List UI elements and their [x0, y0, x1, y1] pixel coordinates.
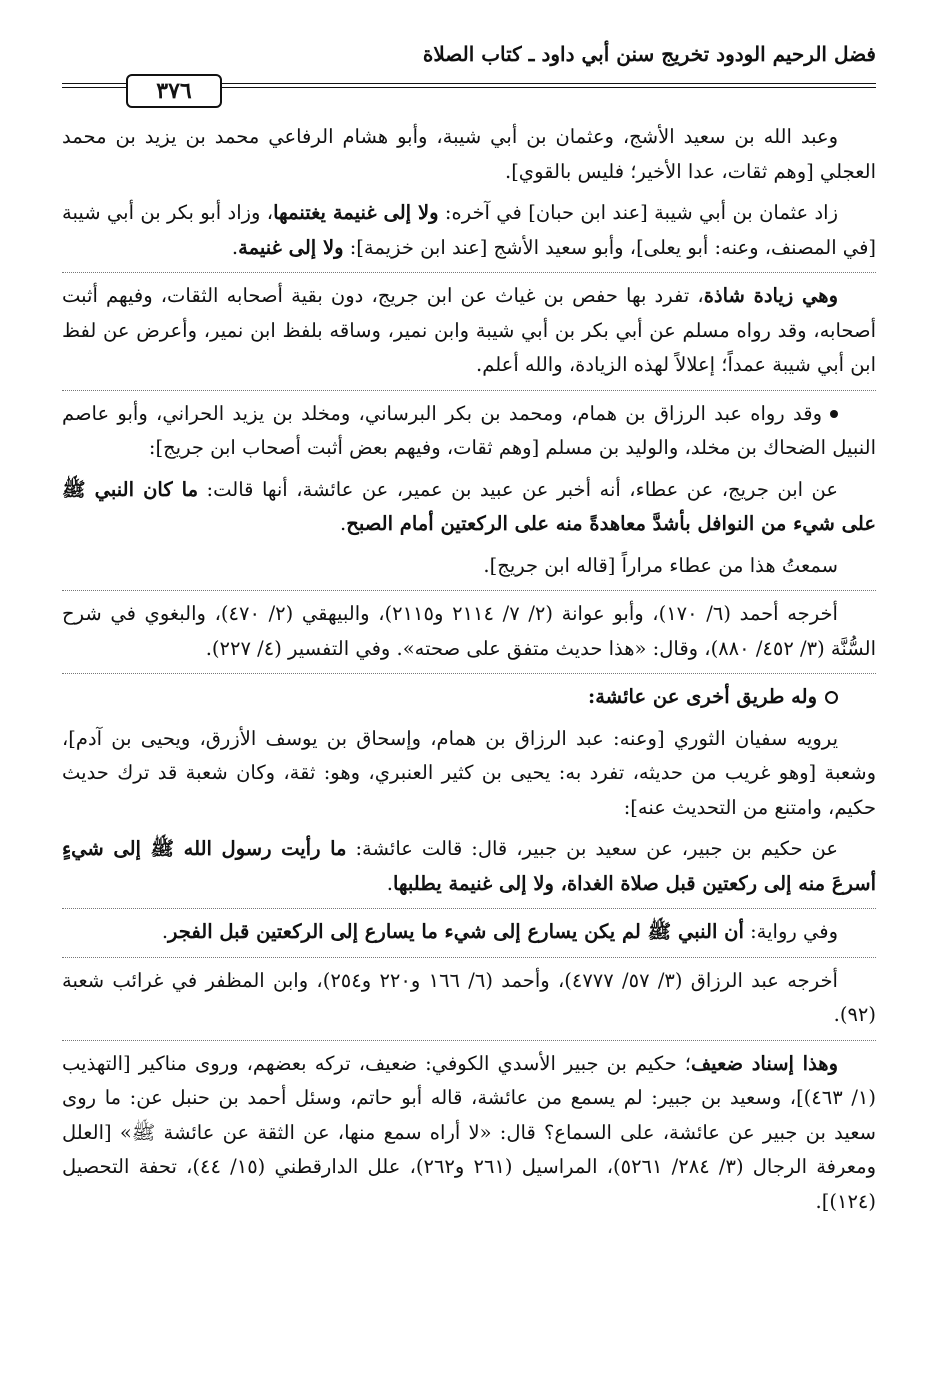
bold-text: ولا إلى غنيمة يغتنمها: [273, 201, 439, 224]
text: عن ابن جريج، عن عطاء، أنه أخبر عن عبيد بن عمير، عن عائشة، أنها قالت:: [198, 477, 838, 501]
text: ؛ حكيم بن جبير الأسدي الكوفي: ضعيف، تركه بعضهم، وروى مناكير [التهذيب (١/ ٤٦٣)]، وسعيد بن جبير: لم يسمع من عائشة، قاله أبو حاتم، وسئل أحمد بن حنبل عن: ما روى سعيد بن جبير عن عائشة، على السماع؟ قال: «لا أراه سمع منها، عن الثقة عن عائشة ﷺ» [العلل ومعرفة الرجال (٣/ ٢٨٤/ ٥٢٦١)، المراسيل (٢٦١ و٢٦٢)، علل الدارقطني (١٥/ ٤٤)، تحفة التحصيل (١٢٤)].: [62, 1051, 876, 1213]
paragraph: [62, 722, 876, 826]
text: يرويه سفيان الثوري [وعنه: عبد الرزاق بن همام، وإسحاق بن يوسف الأزرق، ويحيى بن آدم]، وشعبة [وهو غريب من حديثه، تفرد به: يحيى بن كثير العنبري، وهو: ثقة، وكان شعبة قد ترك حديث حكيم، وامتنع من التحديث عنه]:: [62, 726, 876, 819]
paragraph: [62, 279, 876, 383]
text: أخرجه أحمد (٦/ ١٧٠)، وأبو عوانة (٢/ ٧/ ٢١١٤ و٢١١٥)، والبيهقي (٢/ ٤٧٠)، والبغوي في شرح السُّنَّة (٣/ ٤٥٢/ ٨٨٠)، وقال: «هذا حديث متفق على صحته». وفي التفسير (٤/ ٢٢٧).: [62, 602, 876, 660]
text: .: [161, 920, 169, 943]
text: وعبد الله بن سعيد الأشج، وعثمان بن أبي شيبة، وأبو هشام الرفاعي محمد بن يزيد بن محمد العجلي [وهم ثقات، عدا الأخير؛ فليس بالقوي].: [62, 125, 876, 183]
text: ، تفرد بها حفص بن غياث عن ابن جريج، دون بقية أصحابه الثقات، وفيهم أثبت أصحابه، وقد رواه مسلم عن أبي بكر بن أبي شيبة وابن نمير، وساقه بلفظ ابن نمير، وأعرض عن لفظ ابن أبي شيبة عمداً؛ إعلالاً لهذه الزيادة، والله أعلم.: [62, 284, 876, 376]
text: أخرجه عبد الرزاق (٣/ ٥٧/ ٤٧٧٧)، وأحمد (٦/ ١٦٦ و٢٢٠ و٢٥٤)، وابن المظفر في غرائب شعبة (٩٢).: [62, 968, 876, 1026]
bold-text: وهذا إسناد ضعيف: [691, 1051, 839, 1075]
paragraph: [62, 549, 876, 584]
text: زاد عثمان بن أبي شيبة [عند ابن حبان] في آخره:: [438, 201, 838, 224]
paragraph: [62, 832, 876, 901]
paragraph-divider: [62, 673, 876, 674]
running-title: فضل الرحيم الودود تخريج سنن أبي داود ـ كتاب الصلاة: [422, 42, 876, 66]
paragraph: [62, 597, 876, 666]
paragraph-divider: [62, 590, 876, 591]
paragraph: [62, 120, 876, 189]
page-body: [62, 120, 876, 1226]
paragraph: [62, 473, 876, 542]
text: .: [386, 871, 393, 895]
text: وقد رواه عبد الرزاق بن همام، ومحمد بن بكر البرساني، ومخلد بن يزيد الحراني، وأبو عاصم النبيل الضحاك بن مخلد، والوليد بن مسلم [وهم ثقات، وفيهم بعض أثبت أصحاب ابن جريج]:: [62, 401, 876, 459]
text: وفي رواية:: [743, 920, 838, 943]
bold-text: وهي زيادة شاذة: [703, 284, 838, 307]
paragraph: [62, 397, 876, 466]
page-number: ٣٧٦: [126, 74, 222, 108]
text: ، وزاد أبو بكر بن أبي شيبة [في المصنف، وعنه: أبو يعلى]، وأبو سعيد الأشج [عند ابن خزيمة]:: [62, 201, 876, 259]
bold-text: ما رأيت رسول الله ﷺ إلى شيءٍ أسرعَ منه إلى ركعتين قبل صلاة الغداة، ولا إلى غنيمة يطلبها: [62, 837, 876, 895]
text: .: [340, 512, 347, 535]
paragraph: [62, 1047, 876, 1220]
bold-text: أن النبي ﷺ لم يكن يسارع إلى شيء ما يسارع إلى الركعتين قبل الفجر: [168, 920, 744, 943]
paragraph: [62, 964, 876, 1033]
paragraph-divider: [62, 1040, 876, 1041]
bold-text: ما كان النبي ﷺ على شيء من النوافل بأشدَّ معاهدةً منه على الركعتين أمام الصبح: [62, 477, 876, 535]
bullet-marker-icon: [830, 410, 838, 418]
paragraph-divider: [62, 908, 876, 909]
bold-text: وله طريق أخرى عن عائشة:: [588, 685, 817, 708]
text: سمعتُ هذا من عطاء مراراً [قاله ابن جريج].: [483, 553, 838, 577]
open-bullet-marker-icon: [825, 691, 838, 704]
paragraph: [62, 196, 876, 265]
paragraph-divider: [62, 272, 876, 273]
paragraph: [62, 915, 876, 950]
bold-text: ولا إلى غنيمة: [238, 235, 344, 259]
text: .: [231, 235, 239, 259]
paragraph-divider: [62, 957, 876, 958]
paragraph-divider: [62, 390, 876, 391]
page-header: [62, 40, 876, 114]
book-page: [62, 40, 876, 1350]
text: عن حكيم بن جبير، عن سعيد بن جبير، قال: قالت عائشة:: [346, 837, 838, 860]
paragraph: [62, 680, 876, 715]
